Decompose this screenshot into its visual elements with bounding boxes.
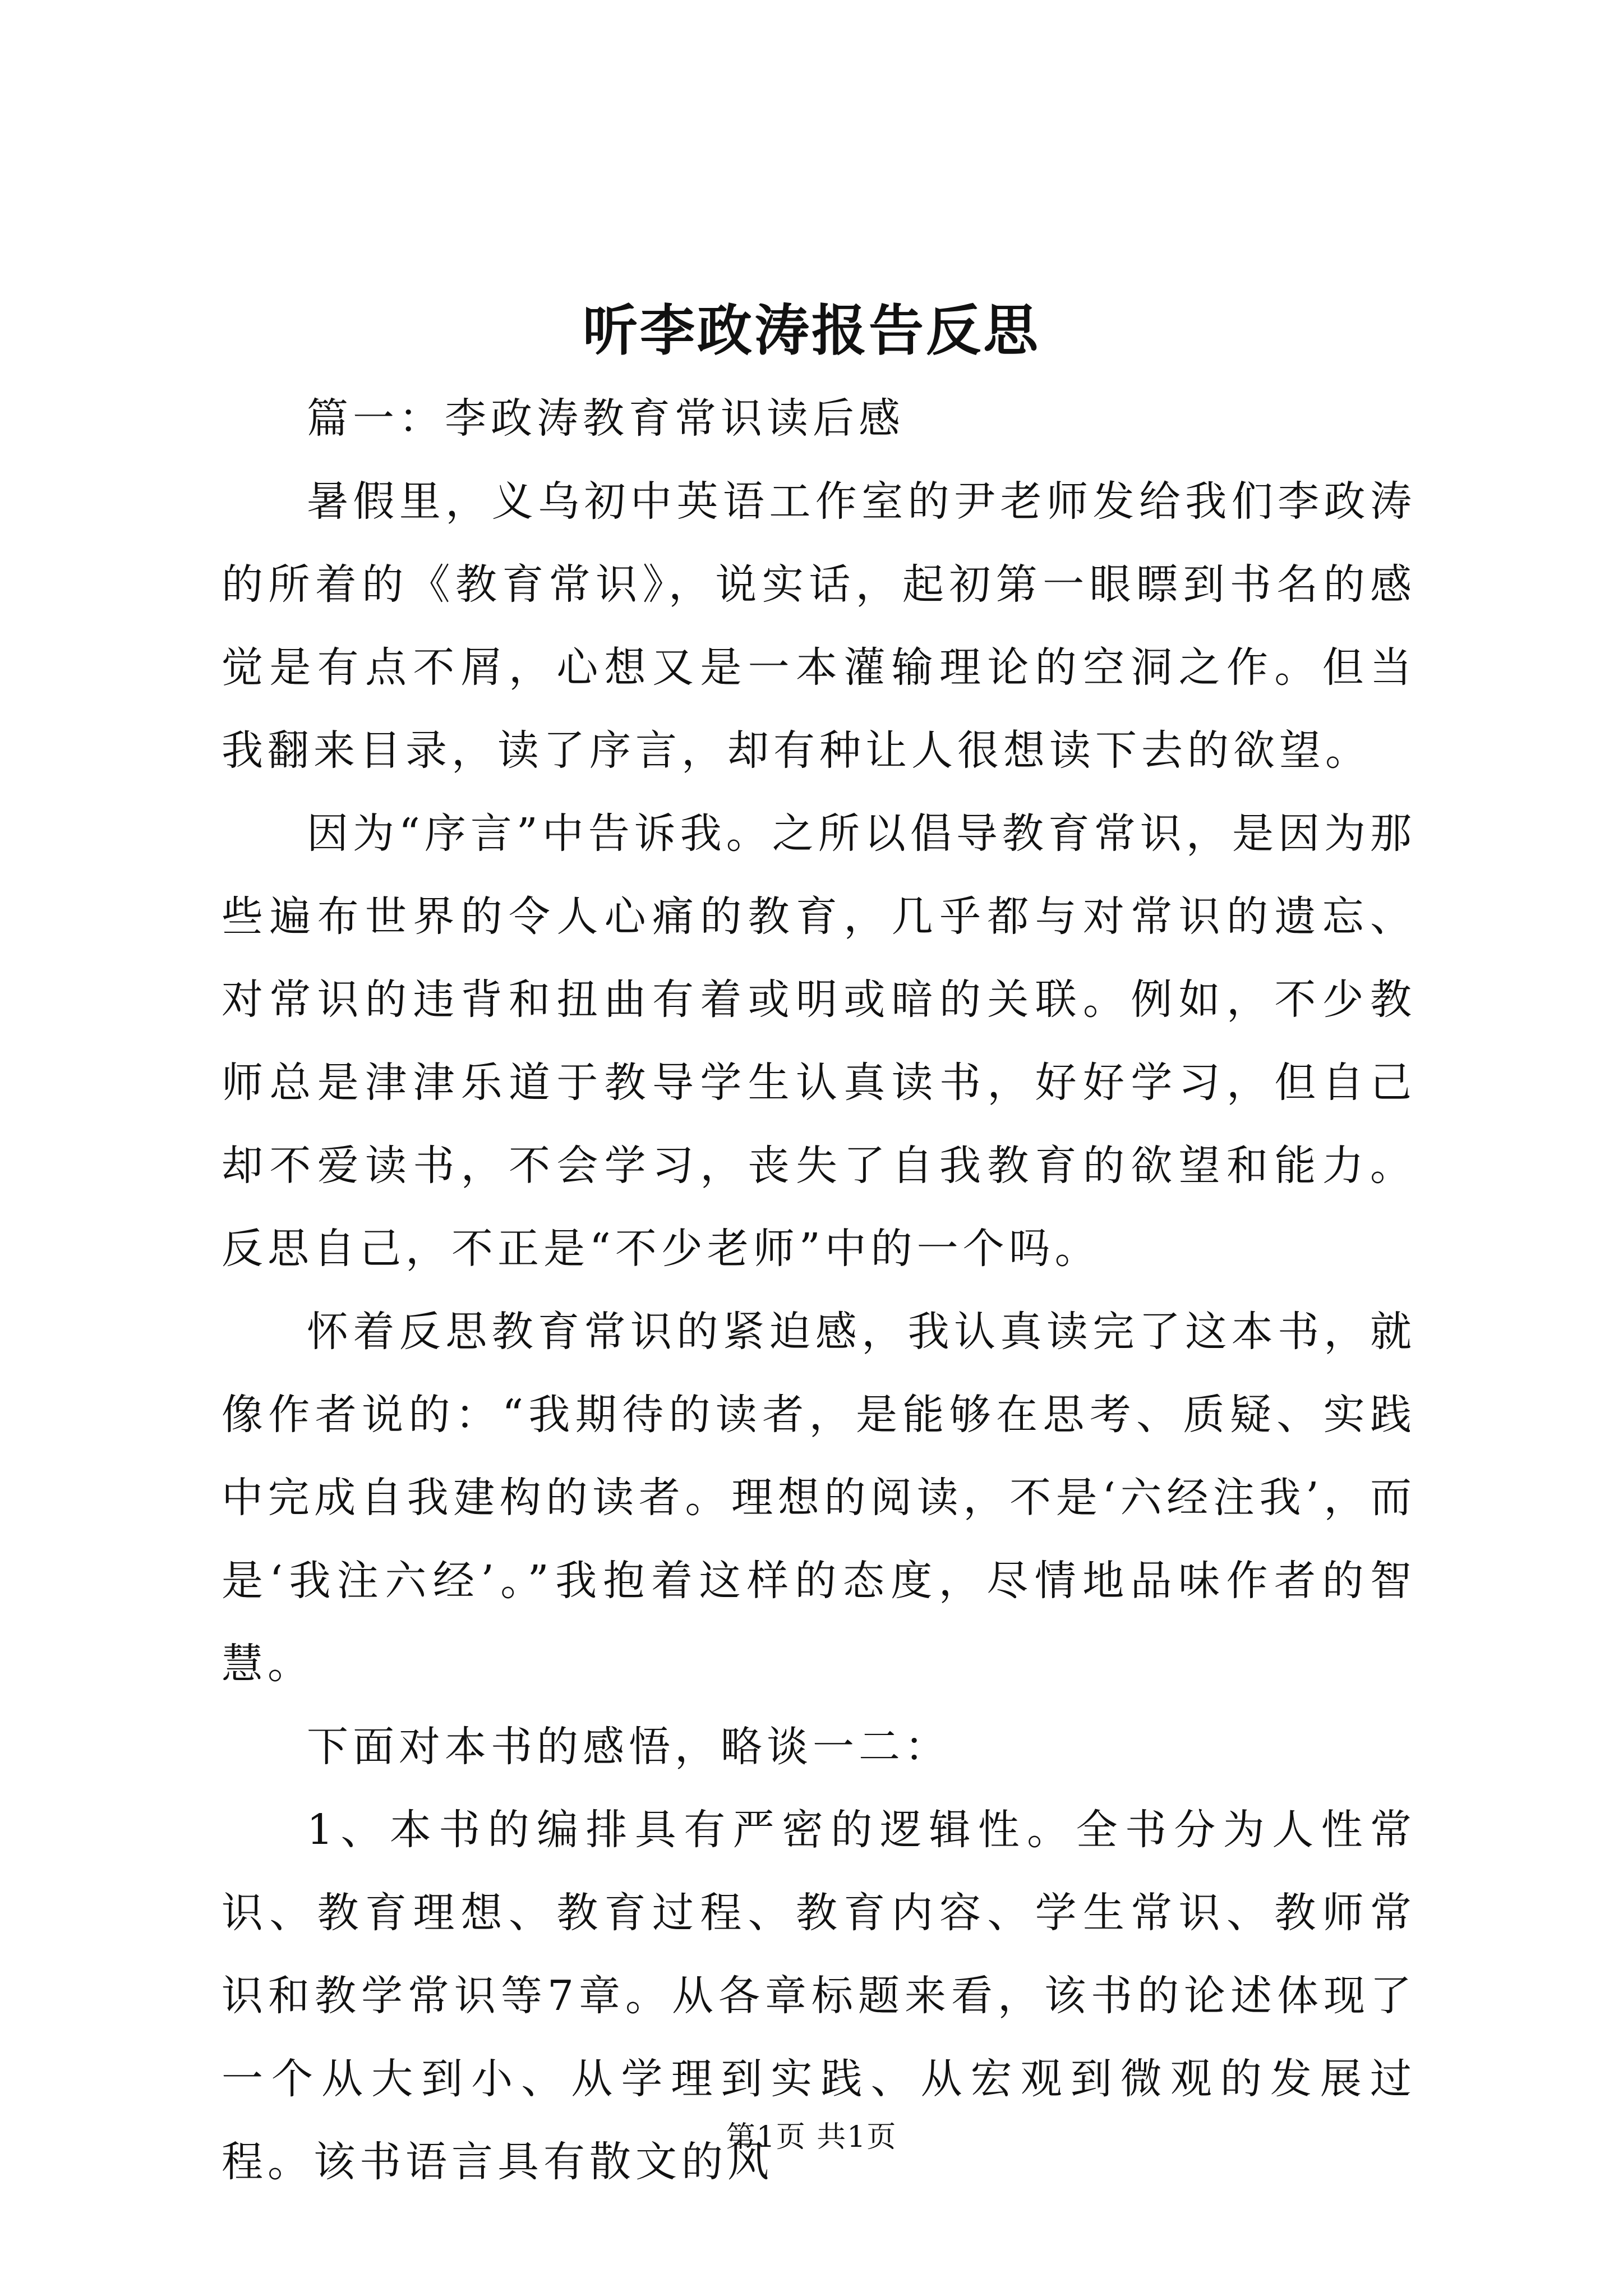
paragraph-1: 暑假里，义乌初中英语工作室的尹老师发给我们李政涛的所着的《教育常识》，说实话，起初第一眼瞟到书名的感觉是有点不屑，心想又是一本灌输理论的空洞之作。但当我翻来目录，读了序言，却有种让人很想读下去的欲望。 — [222, 477, 1416, 775]
paragraph-4: 下面对本书的感悟，略谈一二： — [307, 1723, 951, 1771]
paragraph-section-heading: 篇一：李政涛教育常识读后感 — [307, 394, 905, 443]
document-title: 听李政涛报告反思 — [582, 298, 1040, 363]
paragraph-5: 1、本书的编排具有严密的逻辑性。全书分为人性常识、教育理想、教育过程、教育内容、学生常识、教师常识和教学常识等7章。从各章标题来看，该书的论述体现了一个从大到小、从学理到实践、从宏观到微观的发展过程。该书语言具有散文的风 — [222, 1806, 1416, 2186]
paragraph-3: 怀着反思教育常识的紧迫感，我认真读完了这本书，就像作者说的：“我期待的读者，是能够在思考、质疑、实践中完成自我建构的读者。理想的阅读，不是‘六经注我’，而是‘我注六经’。”我抱着这样的态度，尽情地品味作者的智慧。 — [222, 1308, 1416, 1688]
page-footer: 第1页 共1页 — [726, 2120, 897, 2154]
document-body — [222, 377, 1416, 2203]
paragraph-2: 因为“序言”中告诉我。之所以倡导教育常识，是因为那些遍布世界的令人心痛的教育，几乎都与对常识的遗忘、对常识的违背和扭曲有着或明或暗的关联。例如，不少教师总是津津乐道于教导学生认真读书，好好学习，但自己却不爱读书，不会学习，丧失了自我教育的欲望和能力。反思自己，不正是“不少老师”中的一个吗。 — [222, 809, 1416, 1273]
